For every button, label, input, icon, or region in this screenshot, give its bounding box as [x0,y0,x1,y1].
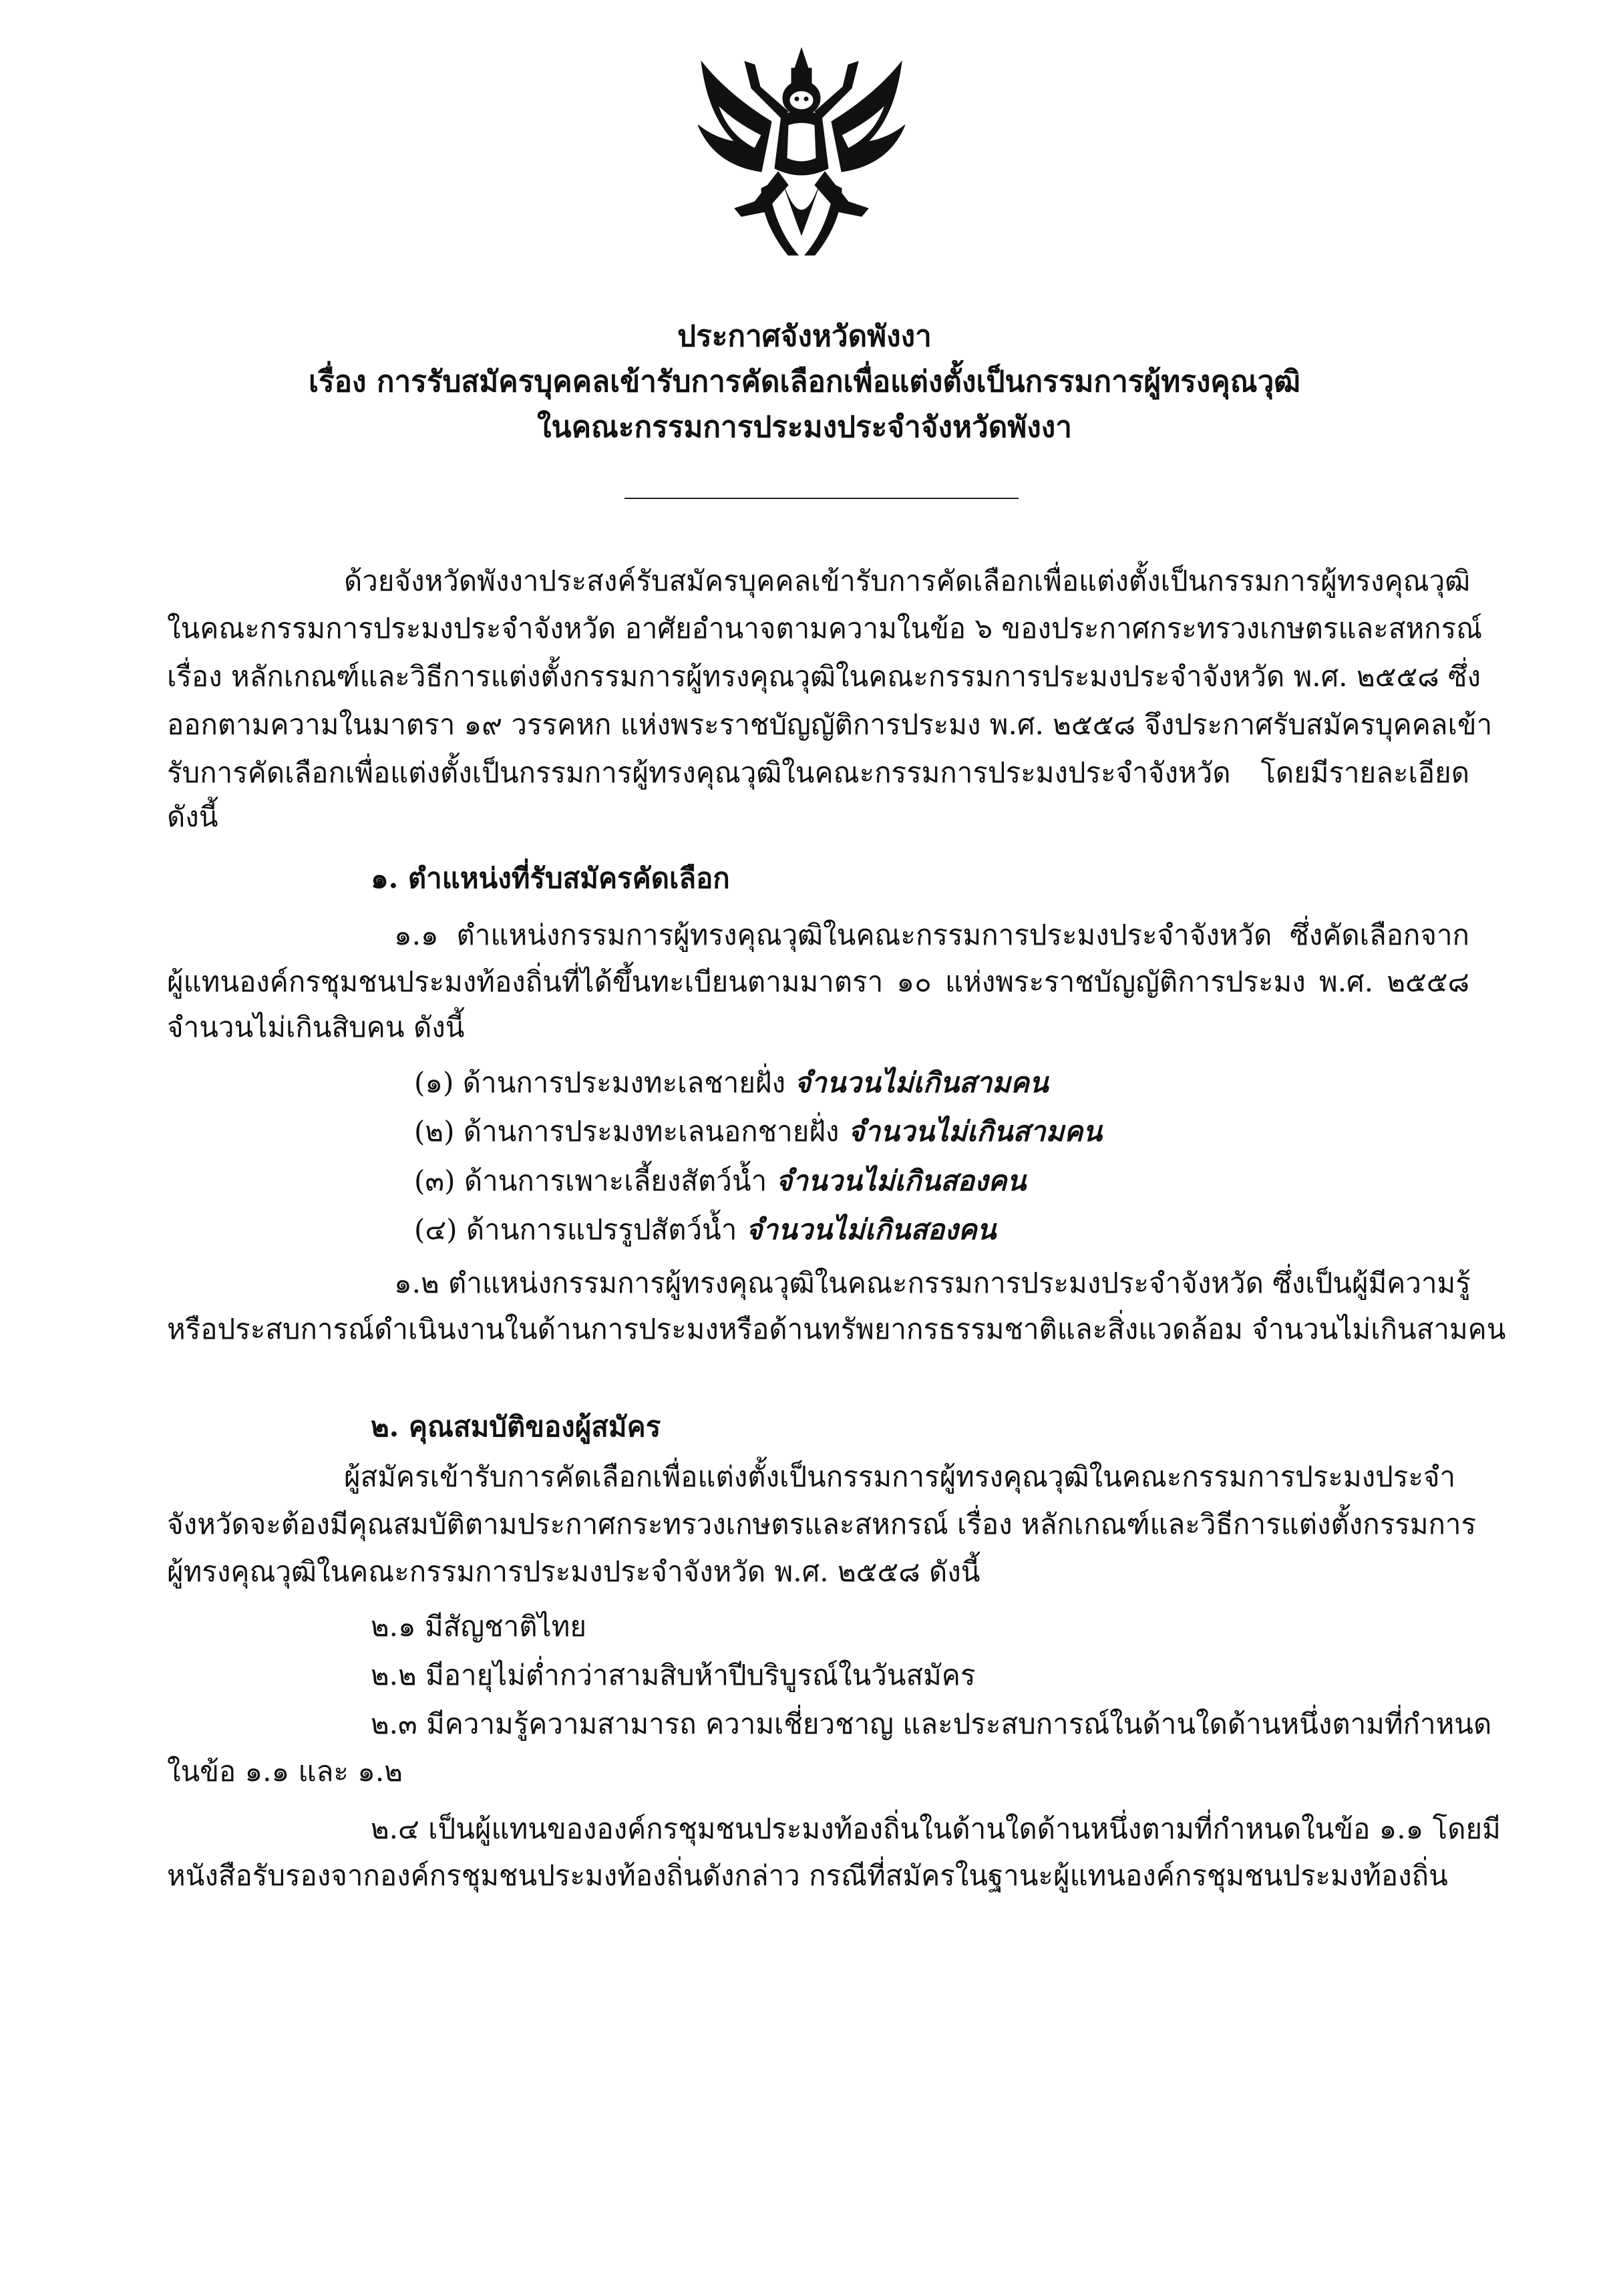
garuda-emblem-icon [688,41,915,262]
announcement-subject: เรื่อง การรับสมัครบุคคลเข้ารับการคัดเลือกเพื่อแต่งตั้งเป็นกรรมการผู้ทรงคุณวุฒิ [308,365,1301,399]
section-2-intro-line-3: ผู้ทรงคุณวุฒิในคณะกรรมการประมงประจำจังหวัด พ.ศ. ๒๕๕๘ ดังนี้ [167,1555,980,1588]
intro-line-4: ออกตามความในมาตรา ๑๙ วรรคหก แห่งพระราชบัญญัติการประมง พ.ศ. ๒๕๕๘ จึงประกาศรับสมัครบุคคลเข้า [167,708,1493,741]
item-1-2-line-2: หรือประสบการณ์ดำเนินงานในด้านการประมงหรือด้านทรัพยากรธรรมชาติและสิ่งแวดล้อม จำนวนไม่เกินสามคน [167,1313,1506,1345]
item-1-1-line-3: จำนวนไม่เกินสิบคน ดังนี้ [167,1011,465,1043]
intro-line-1: ด้วยจังหวัดพังงาประสงค์รับสมัครบุคคลเข้ารับการคัดเลือกเพื่อแต่งตั้งเป็นกรรมการผู้ทรงคุณวุฒิ [344,564,1471,597]
intro-line-2: ในคณะกรรมการประมงประจำจังหวัด อาศัยอำนาจตามความในข้อ ๖ ของประกาศกระทรวงเกษตรและสหกรณ์ [167,612,1483,645]
section-2-heading: ๒. คุณสมบัติของผู้สมัคร [371,1410,661,1443]
item-1-2-line-1: ๑.๒ ตำแหน่งกรรมการผู้ทรงคุณวุฒิในคณะกรรมการประมงประจำจังหวัด ซึ่งเป็นผู้มีความรู้ [394,1267,1471,1299]
intro-line-3: เรื่อง หลักเกณฑ์และวิธีการแต่งตั้งกรรมการผู้ทรงคุณวุฒิในคณะกรรมการประมงประจำจังหวัด พ.ศ. ๒๕๕๘ ซึ่ง [167,660,1481,693]
item-2-1: ๒.๑ มีสัญชาติไทย [371,1610,586,1643]
section-1-heading: ๑. ตำแหน่งที่รับสมัครคัดเลือก [371,862,730,894]
item-1-1-line-2: ผู้แทนองค์กรชุมชนประมงท้องถิ่นที่ได้ขึ้นทะเบียนตามมาตรา ๑๐ แห่งพระราชบัญญัติการประมง พ.ศ. ๒๕๕๘ [167,965,1469,998]
sub-item-1: (๑) ด้านการประมงทะเลชายฝั่ง จำนวนไม่เกินสามคน [414,1066,1049,1099]
item-2-4-line-2: หนังสือรับรองจากองค์กรชุมชนประมงท้องถิ่นดังกล่าว กรณีที่สมัครในฐานะผู้แทนองค์กรชุมชนประมงท้องถิ่น [167,1859,1448,1892]
sub-item-4: (๔) ด้านการแปรรูปสัตว์น้ำ จำนวนไม่เกินสองคน [414,1213,997,1246]
announcement-title: ประกาศจังหวัดพังงา [677,319,932,353]
item-2-2: ๒.๒ มีอายุไม่ต่ำกว่าสามสิบห้าปีบริบูรณ์ในวันสมัคร [371,1659,976,1691]
item-2-3-line-1: ๒.๓ มีความรู้ความสามารถ ความเชี่ยวชาญ และประสบการณ์ในด้านใดด้านหนึ่งตามที่กำหนด [371,1707,1492,1740]
section-2-intro-line-2: จังหวัดจะต้องมีคุณสมบัติตามประกาศกระทรวงเกษตรและสหกรณ์ เรื่อง หลักเกณฑ์และวิธีการแต่งตั้งกรรมการ [167,1508,1477,1540]
intro-line-6: ดังนี้ [167,800,218,833]
item-2-3-line-2: ในข้อ ๑.๑ และ ๑.๒ [167,1755,403,1788]
announcement-subject-line-2: ในคณะกรรมการประมงประจำจังหวัดพังงา [537,410,1072,444]
heading-divider [624,498,1019,499]
item-2-4-line-1: ๒.๔ เป็นผู้แทนขององค์กรชุมชนประมงท้องถิ่นในด้านใดด้านหนึ่งตามที่กำหนดในข้อ ๑.๑ โดยมี [371,1812,1501,1845]
item-1-1-line-1: ๑.๑ ตำแหน่งกรรมการผู้ทรงคุณวุฒิในคณะกรรมการประมงประจำจังหวัด ซึ่งคัดเลือกจาก [394,919,1469,951]
sub-item-2: (๒) ด้านการประมงทะเลนอกชายฝั่ง จำนวนไม่เกินสามคน [414,1115,1103,1148]
section-2-intro-line-1: ผู้สมัครเข้ารับการคัดเลือกเพื่อแต่งตั้งเป็นกรรมการผู้ทรงคุณวุฒิในคณะกรรมการประมงประจำ [344,1460,1456,1493]
intro-line-5: รับการคัดเลือกเพื่อแต่งตั้งเป็นกรรมการผู้ทรงคุณวุฒิในคณะกรรมการประมงประจำจังหวัด โดยมีรายละเอียด [167,756,1469,789]
sub-item-3: (๓) ด้านการเพาะเลี้ยงสัตว์น้ำ จำนวนไม่เกินสองคน [414,1164,1027,1197]
